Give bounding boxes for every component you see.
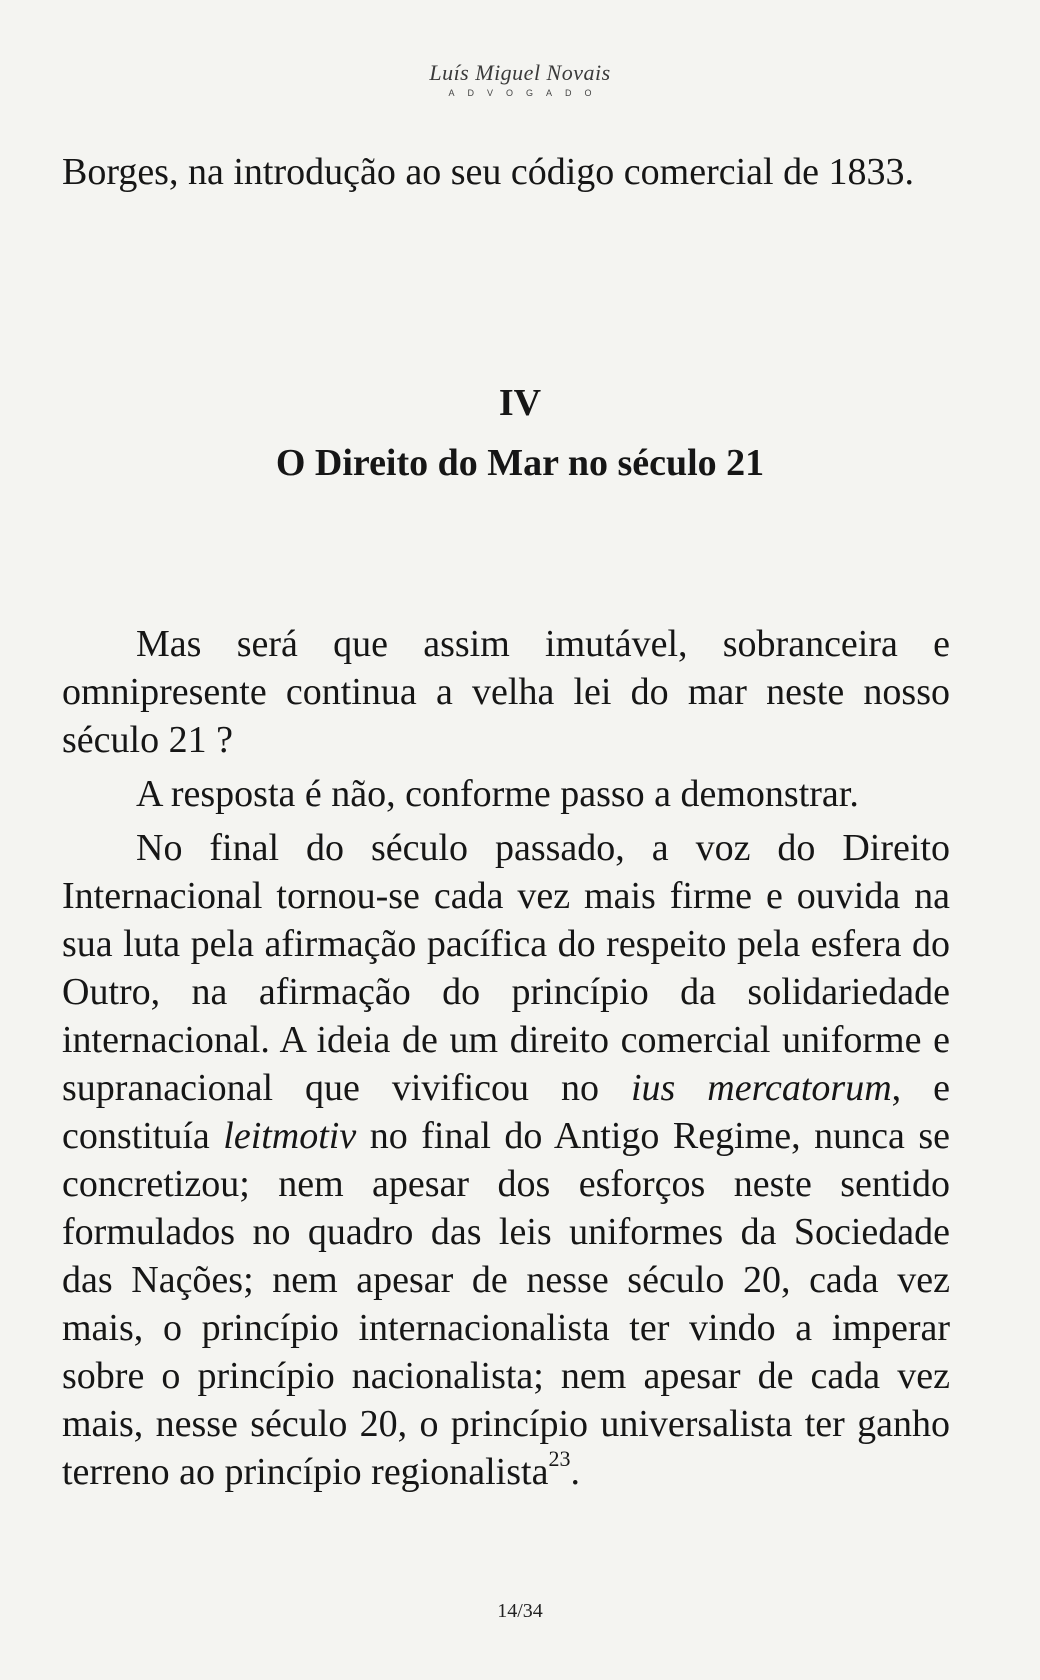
paragraph-3-italic-leitmotiv: leitmotiv bbox=[223, 1115, 357, 1157]
continuation-paragraph: Borges, na introdução ao seu código comercial de 1833. bbox=[62, 151, 914, 193]
page-number: 14/34 bbox=[497, 1600, 543, 1622]
paragraph-2: A resposta é não, conforme passo a demonstrar. bbox=[136, 773, 859, 815]
section-number: IV bbox=[498, 382, 542, 424]
letterhead bbox=[0, 60, 1040, 98]
paragraph-3-end: . bbox=[570, 1451, 580, 1493]
paragraph-3 bbox=[62, 824, 950, 1496]
paragraph-3-text-b: , e constituía bbox=[62, 1067, 950, 1157]
section-title: O Direito do Mar no século 21 bbox=[275, 442, 765, 484]
letterhead-name: Luís Miguel Novais bbox=[429, 60, 611, 85]
paragraph-3-italic-ius-mercatorum: ius mercatorum bbox=[630, 1067, 892, 1109]
paragraph-3-text-c: no final do Antigo Regime, nunca se concretizou; nem apesar dos esforços neste sentido formulados no quadro das leis uniformes da Sociedade das Nações; nem apesar de nesse século 20, cada vez mais, o princípio internacionalista ter vindo a imperar sobre o princípio nacionalista; nem apesar de cada vez mais, nesse século 20, o princípio universalista ter ganho terreno ao princípio regionalista bbox=[62, 1115, 950, 1493]
paragraph-1: Mas será que assim imutável, sobranceira e omnipresente continua a velha lei do mar neste nosso século 21 ? bbox=[62, 623, 950, 761]
paragraph-3-text-a: No final do século passado, a voz do Direito Internacional tornou-se cada vez mais firme e ouvida na sua luta pela afirmação pacífica do respeito pela esfera do Outro, na afirmação do princípio da solidariedade internacional. A ideia de um direito comercial uniforme e supranacional que vivificou no bbox=[62, 827, 950, 1109]
section-body bbox=[62, 620, 950, 1502]
letterhead-title: ADVOGADO bbox=[448, 88, 605, 98]
footnote-reference[interactable]: 23 bbox=[548, 1446, 571, 1471]
